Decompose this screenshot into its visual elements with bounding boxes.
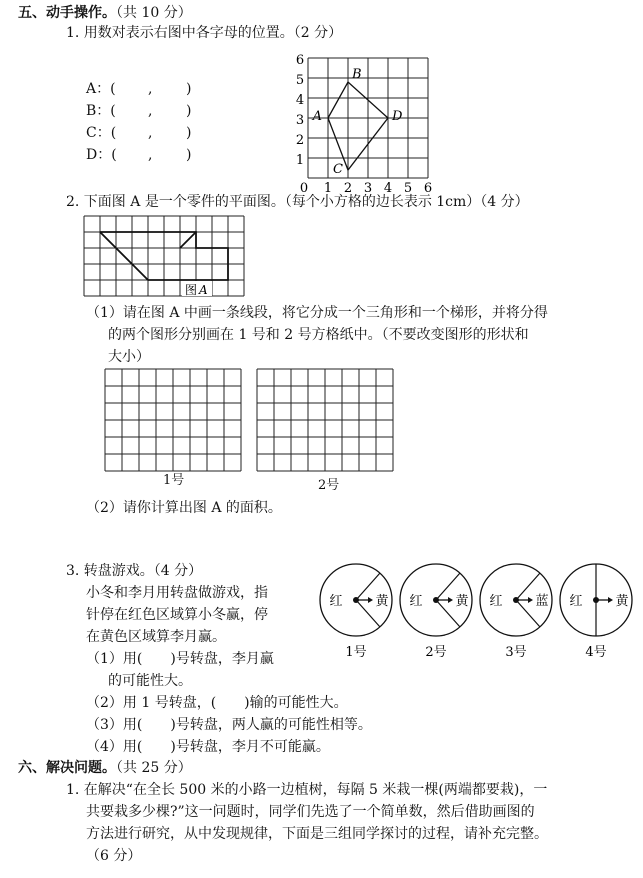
section5-heading: 五、动手操作。（共 10 分） xyxy=(18,5,192,21)
x-tick-label: 3 xyxy=(363,181,373,196)
section6-heading: 六、解决问题。（共 25 分） xyxy=(18,760,192,776)
spinner-right-label: 黄 xyxy=(375,594,389,609)
figure-a-grid xyxy=(84,216,246,298)
spinner-left-label: 红 xyxy=(409,594,423,609)
spinner-number-label: 1号 xyxy=(345,645,367,660)
q2-sub1-line3: 大小） xyxy=(108,349,150,365)
spinner-number-label: 4号 xyxy=(585,645,607,660)
spinner-left-label: 红 xyxy=(489,594,503,609)
q1-answer-label: A：( xyxy=(86,81,116,97)
x-tick-label: 0 xyxy=(299,181,309,196)
spinner-number-label: 2号 xyxy=(425,645,447,660)
q1-prompt: 1. 用数对表示右图中各字母的位置。（2 分） xyxy=(66,25,343,41)
spinner-2 xyxy=(400,564,472,660)
figure-a-letter: A xyxy=(199,283,208,297)
y-tick-label: 4 xyxy=(295,93,305,108)
q1-answer-close: ) xyxy=(186,147,192,163)
spinner-1 xyxy=(320,564,392,660)
x-tick-label: 5 xyxy=(403,181,413,196)
spinner-right-label: 黄 xyxy=(615,594,629,609)
q1-answer-comma: , xyxy=(148,125,153,141)
pointer-arrowhead-icon xyxy=(528,597,533,603)
grid-paper-2 xyxy=(256,368,394,474)
x-tick-label: 4 xyxy=(383,181,393,196)
p1-line4: （6 分） xyxy=(86,848,142,864)
q3-sub1b: 的可能性大。 xyxy=(108,673,192,689)
x-tick-label: 6 xyxy=(423,181,433,196)
q2-sub1-line1: （1）请在图 A 中画一条线段，将它分成一个三角形和一个梯形，并将分得 xyxy=(86,305,548,321)
pointer-arrowhead-icon xyxy=(608,597,613,603)
q1-answer-comma: , xyxy=(148,81,153,97)
q2-prompt: 2. 下面图 A 是一个零件的平面图。（每个小方格的边长表示 1cm）（4 分） xyxy=(66,194,529,210)
figure-a-slant-edge xyxy=(180,232,196,248)
x-tick-label: 1 xyxy=(323,181,333,196)
y-tick-label: 6 xyxy=(295,53,305,68)
q3-line3: 在黄色区域算李月赢。 xyxy=(86,629,226,645)
q1-answer-close: ) xyxy=(186,103,192,119)
figure-a-label: 图 xyxy=(185,283,198,297)
grid1-label: 1号 xyxy=(163,473,185,488)
q3-sub2: （2）用 1 号转盘，( )输的可能性大。 xyxy=(86,695,348,711)
q3-sub4: （4）用( )号转盘，李月不可能赢。 xyxy=(86,739,330,755)
kite-shape xyxy=(328,82,388,170)
q1-answer-comma: , xyxy=(148,147,153,163)
spinner-row xyxy=(318,560,634,664)
grid-paper-1 xyxy=(104,368,242,474)
p1-line2: 共要栽多少棵?”这一问题时，同学们先选了一个简单数，然后借助画图的 xyxy=(86,804,535,820)
p1-line3: 方法进行研究，从中发现规律，下面是三组同学探讨的过程，请补充完整。 xyxy=(86,826,548,842)
pointer-arrowhead-icon xyxy=(448,597,453,603)
y-tick-label: 2 xyxy=(295,133,305,148)
pointer-arrowhead-icon xyxy=(368,597,373,603)
point-c-label: C xyxy=(333,162,343,177)
q3-sub1a: （1）用( )号转盘，李月赢 xyxy=(86,651,274,667)
q1-answer-label: C：( xyxy=(86,125,117,141)
y-tick-label: 5 xyxy=(295,73,305,88)
spinner-3 xyxy=(480,564,552,660)
y-tick-label: 1 xyxy=(295,153,305,168)
spinner-number-label: 3号 xyxy=(505,645,527,660)
point-a-label: A xyxy=(312,109,322,124)
q3-line1: 小冬和李月用转盘做游戏，指 xyxy=(86,585,268,601)
coordinate-grid xyxy=(290,53,433,196)
q2-sub2: （2）请你计算出图 A 的面积。 xyxy=(86,500,282,516)
q1-answer-close: ) xyxy=(186,81,192,97)
p1-line1: 1. 在解决“在全长 500 米的小路一边植树，每隔 5 米栽一棵(两端都要栽)，一 xyxy=(66,782,548,798)
q3-sub3: （3）用( )号转盘，两人赢的可能性相等。 xyxy=(86,717,372,733)
x-tick-label: 2 xyxy=(343,181,353,196)
q1-answer-close: ) xyxy=(186,125,192,141)
q1-answer-comma: , xyxy=(148,103,153,119)
spinner-left-label: 红 xyxy=(329,594,343,609)
q1-answer-label: B：( xyxy=(86,103,116,119)
point-b-label: B xyxy=(352,67,362,82)
y-tick-label: 3 xyxy=(295,113,305,128)
spinner-right-label: 蓝 xyxy=(535,594,549,609)
spinner-4 xyxy=(560,564,632,660)
q2-sub1-line2: 的两个图形分别画在 1 号和 2 号方格纸中。（不要改变图形的形状和 xyxy=(108,327,529,343)
q3-prompt: 3. 转盘游戏。（4 分） xyxy=(66,563,203,579)
spinner-left-label: 红 xyxy=(569,594,583,609)
point-d-label: D xyxy=(392,109,403,124)
spinner-right-label: 黄 xyxy=(455,594,469,609)
q1-answer-label: D：( xyxy=(86,147,117,163)
grid2-label: 2号 xyxy=(318,478,340,493)
q3-line2: 针停在红色区域算小冬赢，停 xyxy=(86,607,268,623)
